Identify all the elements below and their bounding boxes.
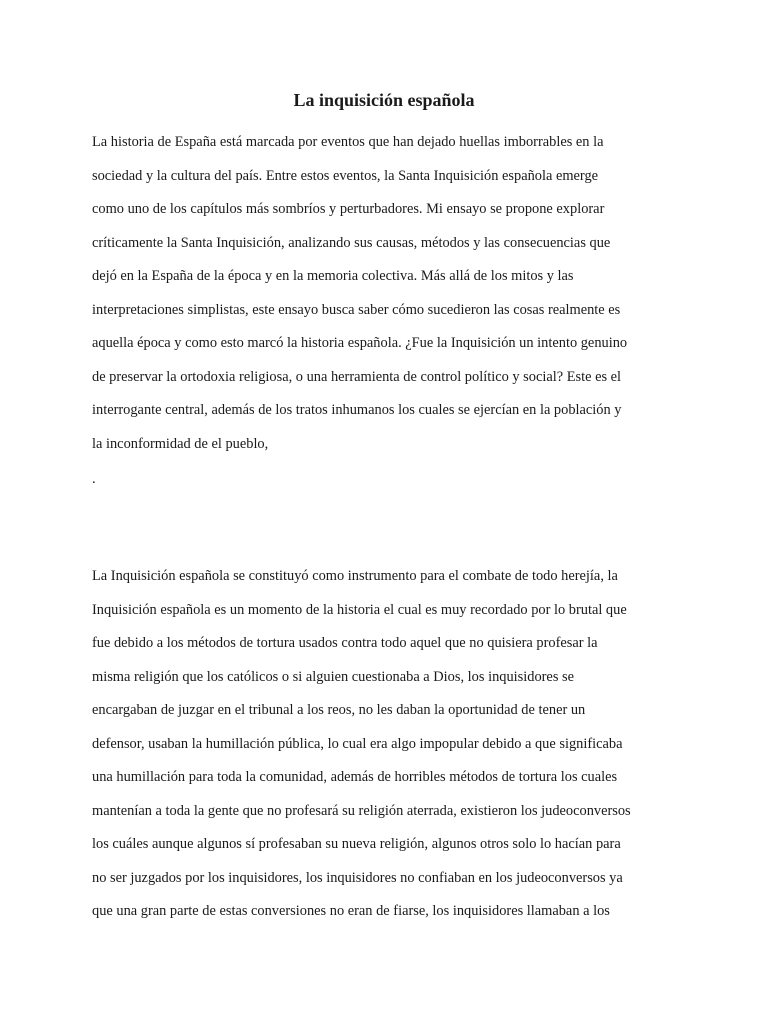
text-line: que una gran parte de estas conversiones no eran de fiarse, los inquisidores llamaban a los bbox=[92, 903, 610, 919]
paragraph-introduction bbox=[92, 130, 627, 465]
stray-mark-text: . bbox=[92, 471, 96, 487]
text-line: no ser juzgados por los inquisidores, los inquisidores no confiaban en los judeoconversos ya bbox=[92, 869, 623, 886]
text-line: aquella época y como esto marcó la historia española. ¿Fue la Inquisición un intento genuino bbox=[92, 335, 628, 351]
text-line: La historia de España está marcada por eventos que han dejado huellas imborrables en la bbox=[92, 134, 604, 150]
text-line: de preservar la ortodoxia religiosa, o una herramienta de control político y social? Este es el bbox=[92, 368, 622, 385]
text-line: como uno de los capítulos más sombríos y perturbadores. Mi ensayo se propone explorar bbox=[92, 201, 605, 217]
text-line: encargaban de juzgar en el tribunal a los reos, no les daban la oportunidad de tener un bbox=[92, 702, 586, 718]
text-line: dejó en la España de la época y en la memoria colectiva. Más allá de los mitos y las bbox=[92, 268, 574, 284]
text-line: Inquisición española es un momento de la historia el cual es muy recordado por lo brutal que bbox=[92, 601, 627, 618]
text-line: defensor, usaban la humillación pública, lo cual era algo impopular debido a que significaba bbox=[92, 735, 623, 752]
text-line: críticamente la Santa Inquisición, analizando sus causas, métodos y las consecuencias que bbox=[92, 234, 611, 251]
text-line: una humillación para toda la comunidad, además de horribles métodos de tortura los cuales bbox=[92, 769, 618, 785]
text-line: misma religión que los católicos o si alguien cuestionaba a Dios, los inquisidores se bbox=[92, 668, 575, 685]
document-title: La inquisición española bbox=[293, 90, 475, 110]
paragraph-body bbox=[92, 564, 631, 933]
text-line: interrogante central, además de los tratos inhumanos los cuales se ejercían en la población y bbox=[92, 402, 622, 418]
text-line: fue debido a los métodos de tortura usados contra todo aquel que no quisiera profesar la bbox=[92, 635, 598, 651]
text-line: mantenían a toda la gente que no profesará su religión aterrada, existieron los judeoconversos bbox=[92, 802, 631, 819]
text-line: interpretaciones simplistas, este ensayo busca saber cómo sucedieron las cosas realmente es bbox=[92, 301, 621, 318]
text-line: la inconformidad de el pueblo, bbox=[92, 435, 269, 452]
stray-mark bbox=[92, 467, 96, 501]
text-line: La Inquisición española se constituyó como instrumento para el combate de todo herejía, la bbox=[92, 568, 618, 584]
text-line: los cuáles aunque algunos sí profesaban su nueva religión, algunos otros solo lo hacían para bbox=[92, 836, 621, 852]
text-line: sociedad y la cultura del país. Entre estos eventos, la Santa Inquisición española emerge bbox=[92, 167, 599, 184]
